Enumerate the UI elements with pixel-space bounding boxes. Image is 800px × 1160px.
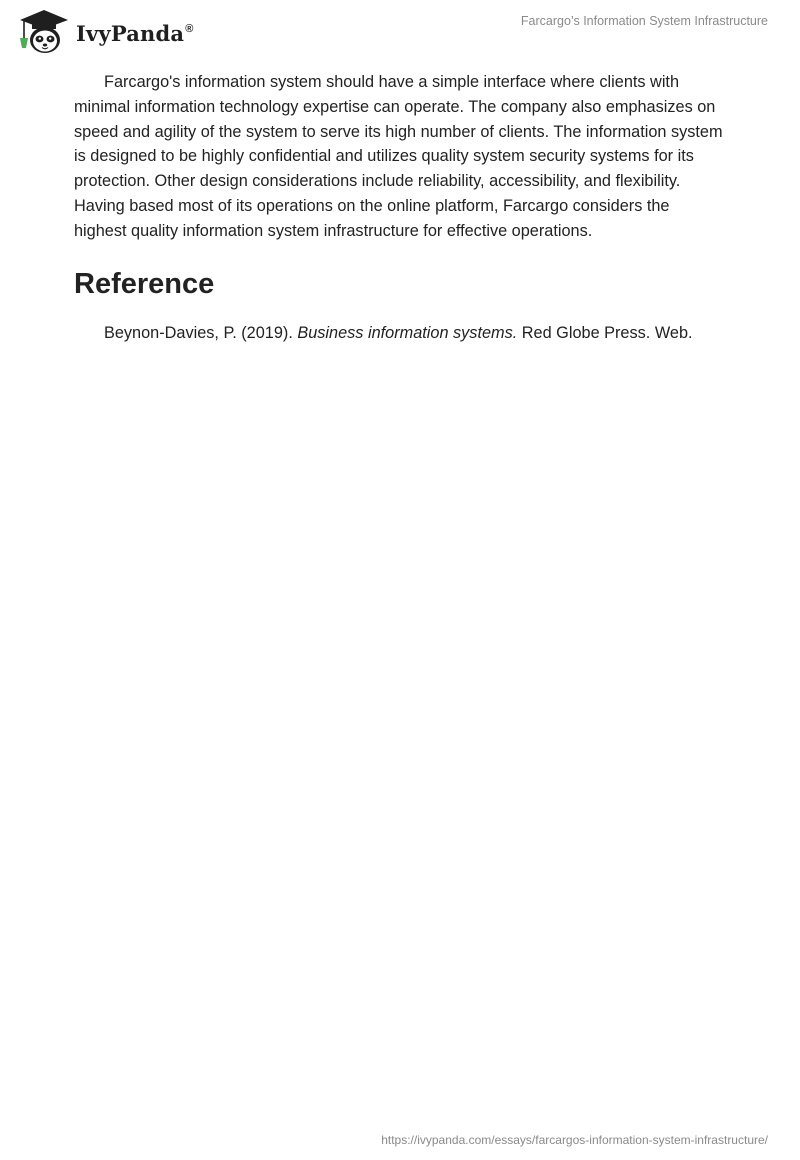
reference-entry <box>74 321 724 345</box>
reference-publisher: Red Globe Press. Web. <box>517 323 693 342</box>
body-paragraph: Farcargo's information system should have a simple interface where clients with minimal information technology expertise can operate. The company also emphasizes on speed and agility of the system to serve its high number of clients. The information system is designed to be highly confidential and utilizes quality system security systems for its protection. Other design considerations include reliability, accessibility, and flexibility. Having based most of its operations on the online platform, Farcargo considers the highest quality information system infrastructure for effective operations. <box>74 73 723 240</box>
page-header <box>0 0 800 60</box>
footer-url-link[interactable]: https://ivypanda.com/essays/farcargos-information-system-infrastructure/ <box>381 1133 768 1147</box>
reference-heading: Reference <box>74 267 215 300</box>
running-title: Farcargo’s Information System Infrastructure <box>520 14 768 28</box>
panda-graduation-cap-icon <box>14 8 72 56</box>
brand-name: IvyPanda® <box>76 20 194 46</box>
registered-mark: ® <box>185 22 194 35</box>
reference-title: Business information systems. <box>297 323 518 342</box>
ivypanda-logo[interactable] <box>14 8 194 56</box>
reference-authors-year: Beynon-Davies, P. (2019). <box>104 323 298 342</box>
document-body <box>74 70 724 345</box>
